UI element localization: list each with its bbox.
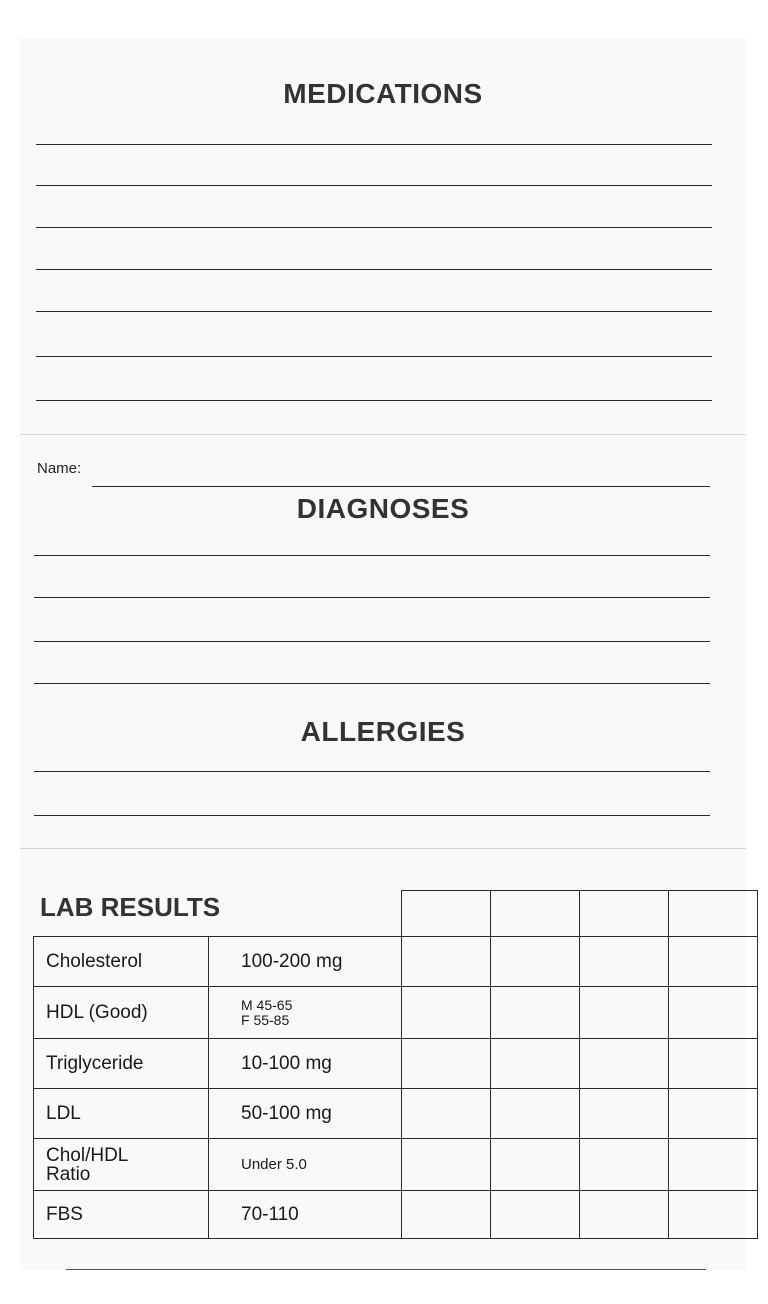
diagnosis-line-4[interactable]	[34, 683, 710, 684]
table-row	[34, 937, 758, 987]
result-cell[interactable]	[491, 1039, 580, 1089]
result-cell[interactable]	[402, 1089, 491, 1139]
test-name-line-1: Chol/HDL	[46, 1144, 129, 1166]
table-row	[34, 1089, 758, 1139]
table-row	[34, 1039, 758, 1089]
allergies-heading: ALLERGIES	[300, 716, 466, 747]
result-cell[interactable]	[491, 937, 580, 987]
result-cell[interactable]	[669, 937, 758, 987]
table-row	[34, 1139, 758, 1191]
diagnoses-allergies-panel	[20, 434, 746, 849]
result-cell[interactable]	[491, 1139, 580, 1191]
medication-line-6[interactable]	[36, 356, 712, 357]
allergy-line-2[interactable]	[34, 815, 710, 816]
normal-range: 10-100 mg	[209, 1039, 402, 1089]
diagnosis-line-3[interactable]	[34, 641, 710, 642]
name-label: Name:	[37, 460, 82, 477]
table-row	[34, 1191, 758, 1239]
result-cell[interactable]	[491, 891, 580, 937]
test-name-line-2: Ratio	[46, 1163, 91, 1185]
medication-line-3[interactable]	[36, 227, 712, 228]
medication-line-1[interactable]	[36, 144, 712, 145]
result-cell[interactable]	[669, 1139, 758, 1191]
medication-line-2[interactable]	[36, 185, 712, 186]
table-row	[34, 987, 758, 1039]
result-cell[interactable]	[580, 987, 669, 1039]
normal-range: Under 5.0	[209, 1139, 402, 1191]
table-header-row	[34, 891, 758, 937]
normal-range: 50-100 mg	[209, 1089, 402, 1139]
medication-line-4[interactable]	[36, 269, 712, 270]
normal-range: 70-110	[209, 1191, 402, 1239]
result-cell[interactable]	[669, 1039, 758, 1089]
result-cell[interactable]	[491, 1089, 580, 1139]
result-cell[interactable]	[669, 891, 758, 937]
result-cell[interactable]	[491, 987, 580, 1039]
lab-results-heading: LAB RESULTS	[40, 892, 221, 922]
result-cell[interactable]	[669, 1089, 758, 1139]
medications-heading: MEDICATIONS	[283, 78, 483, 109]
result-cell[interactable]	[669, 987, 758, 1039]
result-cell[interactable]	[491, 1191, 580, 1239]
lab-results-table	[33, 890, 758, 1239]
result-cell[interactable]	[402, 1191, 491, 1239]
result-cell[interactable]	[580, 1191, 669, 1239]
result-cell[interactable]	[580, 1039, 669, 1089]
test-name: LDL	[34, 1089, 209, 1139]
result-cell[interactable]	[402, 987, 491, 1039]
test-name: FBS	[34, 1191, 209, 1239]
medication-line-5[interactable]	[36, 311, 712, 312]
medication-line-7[interactable]	[36, 400, 712, 401]
bottom-fold-line	[66, 1269, 706, 1270]
result-cell[interactable]	[402, 1039, 491, 1089]
result-cell[interactable]	[402, 937, 491, 987]
result-cell[interactable]	[580, 1139, 669, 1191]
normal-range	[209, 987, 402, 1039]
result-cell[interactable]	[402, 891, 491, 937]
test-name: Cholesterol	[34, 937, 209, 987]
result-cell[interactable]	[580, 891, 669, 937]
allergy-line-1[interactable]	[34, 771, 710, 772]
diagnosis-line-2[interactable]	[34, 597, 710, 598]
test-name: Triglyceride	[34, 1039, 209, 1089]
medications-panel	[20, 38, 746, 434]
result-cell[interactable]	[669, 1191, 758, 1239]
result-cell[interactable]	[580, 937, 669, 987]
normal-range: 100-200 mg	[209, 937, 402, 987]
result-cell[interactable]	[402, 1139, 491, 1191]
diagnosis-line-1[interactable]	[34, 555, 710, 556]
diagnoses-heading: DIAGNOSES	[296, 493, 470, 524]
test-name	[34, 1139, 209, 1191]
range-female: F 55-85	[241, 1011, 290, 1028]
result-cell[interactable]	[580, 1089, 669, 1139]
test-name: HDL (Good)	[34, 987, 209, 1039]
name-input-line[interactable]	[92, 486, 710, 487]
range-male: M 45-65	[241, 996, 293, 1013]
